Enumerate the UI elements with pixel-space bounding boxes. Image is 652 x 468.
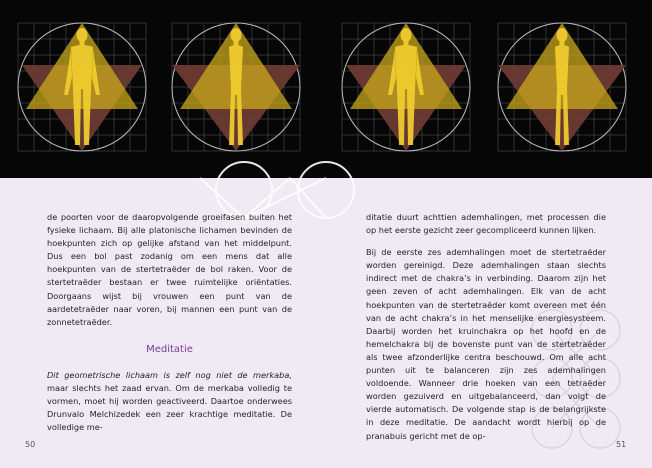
panel-side-female [498, 23, 626, 151]
left-paragraph-1: de poorten voor de daaropvolgende groeifasen buiten het fysieke lichaam. Bij alle platonische lichamen bevinden de hoekpunten zich op gelijke afstand van het middelpunt. Dus een bol past zodanig om een mens dat alle hoekpunten van de stertetraëder de bol raken. Voor de stertetraëder bestaan er twee ruimtelijke oriëntaties. Doorgaans wijst bij vrouwen een punt van de aardetetraëder naar voren, bij mannen een punt van de zonnetetraëder. [47, 212, 292, 327]
panel-side-male [172, 23, 300, 151]
right-text-column [366, 211, 606, 452]
page-number-right: 51 [616, 440, 627, 449]
italic-lead: Dit geometrische lichaam is zelf nog niet de merkaba, [47, 369, 292, 380]
left-paragraph-2 [47, 369, 292, 434]
right-paragraph-1: ditatie duurt achttien ademhalingen, met processen die op het eerste gezicht zeer gecompliceerd kunnen lijken. [366, 212, 606, 236]
panel-front-male [18, 23, 146, 151]
illustration-svg [0, 0, 652, 178]
star-tetrahedron-illustration [0, 0, 652, 178]
panel-front-female [342, 23, 470, 151]
section-heading-meditatie: Meditatie [146, 343, 193, 355]
left-paragraph-2-rest: maar slechts het zaad ervan. Om de merkaba volledig te vormen, moet hij worden geactiveerd. Daartoe onderwees Drunvalo Melchizedek een zeer krachtige meditatie. De volledige me- [47, 382, 292, 433]
right-paragraph-2: Bij de eerste zes ademhalingen moet de stertetraëder worden gereinigd. Deze ademhalingen staan slechts indirect met de chakra’s in verbinding. Daarom zijn het geen zeven of acht ademhalingen. Elk van de acht hoekpunten van de stertetraëder komt overeen met één van de acht chakra’s in het menselijke energiesysteem. Daarbij worden het kruinchakra op het hoofd en de hemelchakra bij de bovenste punt van de stertetraëder als twee afzonderlijke centra beschouwd. Om alle acht punten uit te balanceren zijn zes ademhalingen voldoende. Wanneer drie hoeken van een tetraëder worden gezuiverd en uitgebalanceerd, dan volgt de vierde automatisch. De volgende stap is de belangrijkste in deze meditatie. De aandacht wordt hierbij op de pranabuis gericht met de op- [366, 247, 606, 441]
left-text-column [47, 211, 292, 443]
page-number-left: 50 [25, 440, 36, 449]
